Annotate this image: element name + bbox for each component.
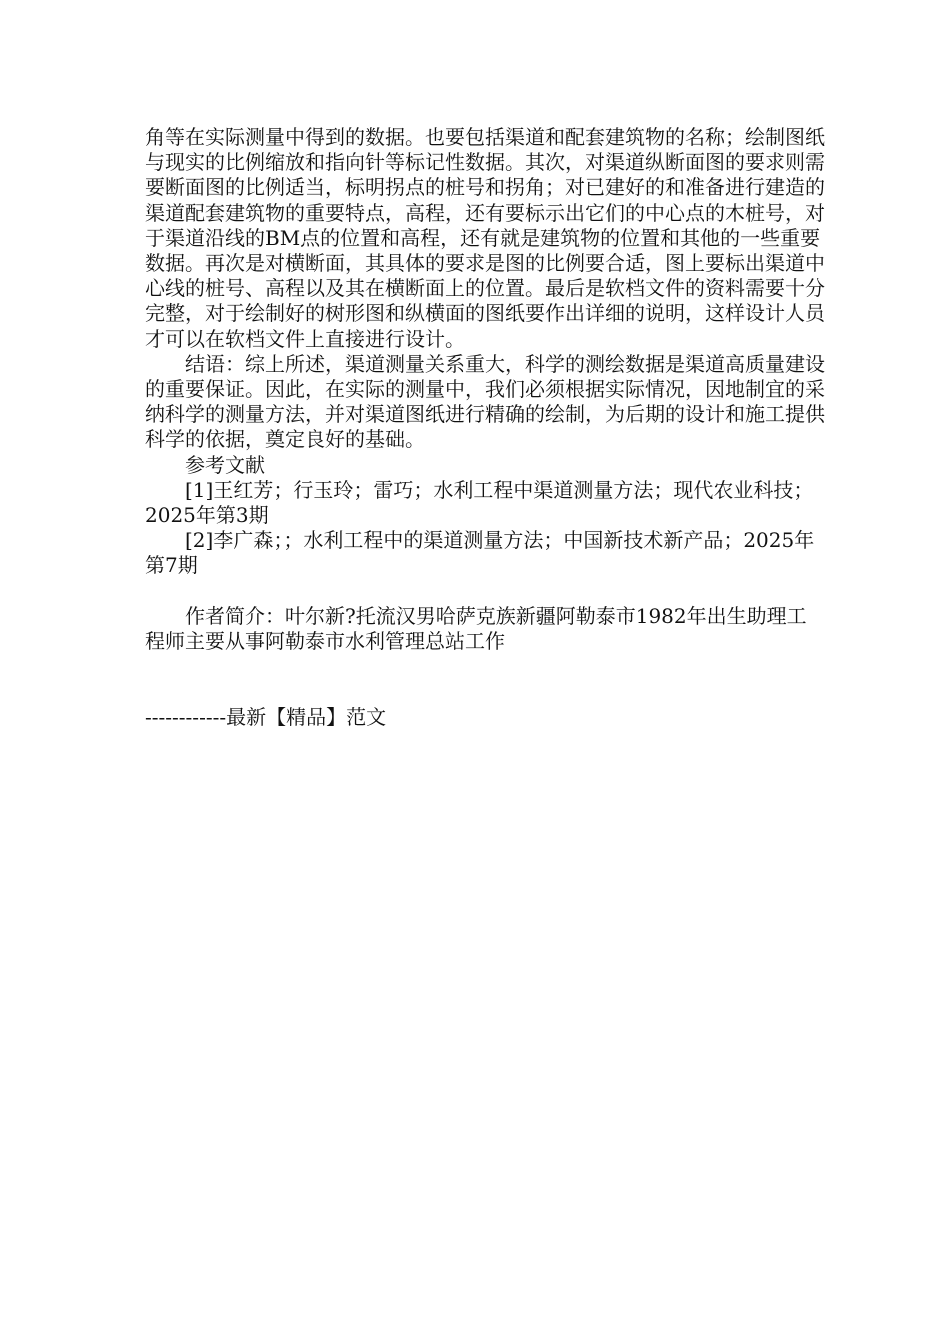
- body-paragraph-continued: 角等在实际测量中得到的数据。也要包括渠道和配套建筑物的名称；绘制图纸与现实的比例缩放和指向针等标记性数据。其次，对渠道纵断面图的要求则需要断面图的比例适当，标明拐点的桩号和拐角；对已建好的和准备进行建造的渠道配套建筑物的重要特点，高程，还有要标示出它们的中心点的木桩号，对于渠道沿线的BM点的位置和高程，还有就是建筑物的位置和其他的一些重要数据。再次是对横断面，其具体的要求是图的比例要合适，图上要标出渠道中心线的桩号、高程以及其在横断面上的位置。最后是软档文件的资料需要十分完整，对于绘制好的树形图和纵横面的图纸要作出详细的说明，这样设计人员才可以在软档文件上直接进行设计。: [145, 125, 825, 351]
- spacer: [145, 579, 825, 604]
- author-bio: 作者简介：叶尔新?托流汉男哈萨克族新疆阿勒泰市1982年出生助理工程师主要从事阿勒泰市水利管理总站工作: [145, 603, 807, 654]
- references-heading: 参考文献: [185, 452, 265, 477]
- spacer: [145, 654, 825, 704]
- reference-item-1: [1]王红芳；行玉玲；雷巧；水利工程中渠道测量方法；现代农业科技；2025年第3期: [145, 477, 814, 528]
- footer-text: ------------最新【精品】范文: [145, 704, 387, 729]
- document-page: [145, 125, 825, 730]
- conclusion-paragraph: 结语：综上所述，渠道测量关系重大，科学的测绘数据是渠道高质量建设的重要保证。因此，在实际的测量中，我们必须根据实际情况，因地制宜的采纳科学的测量方法，并对渠道图纸进行精确的绘制，为后期的设计和施工提供科学的依据，奠定良好的基础。: [145, 351, 825, 452]
- reference-item-2: [2]李广森；；水利工程中的渠道测量方法；中国新技术新产品；2025年第7期: [145, 528, 815, 578]
